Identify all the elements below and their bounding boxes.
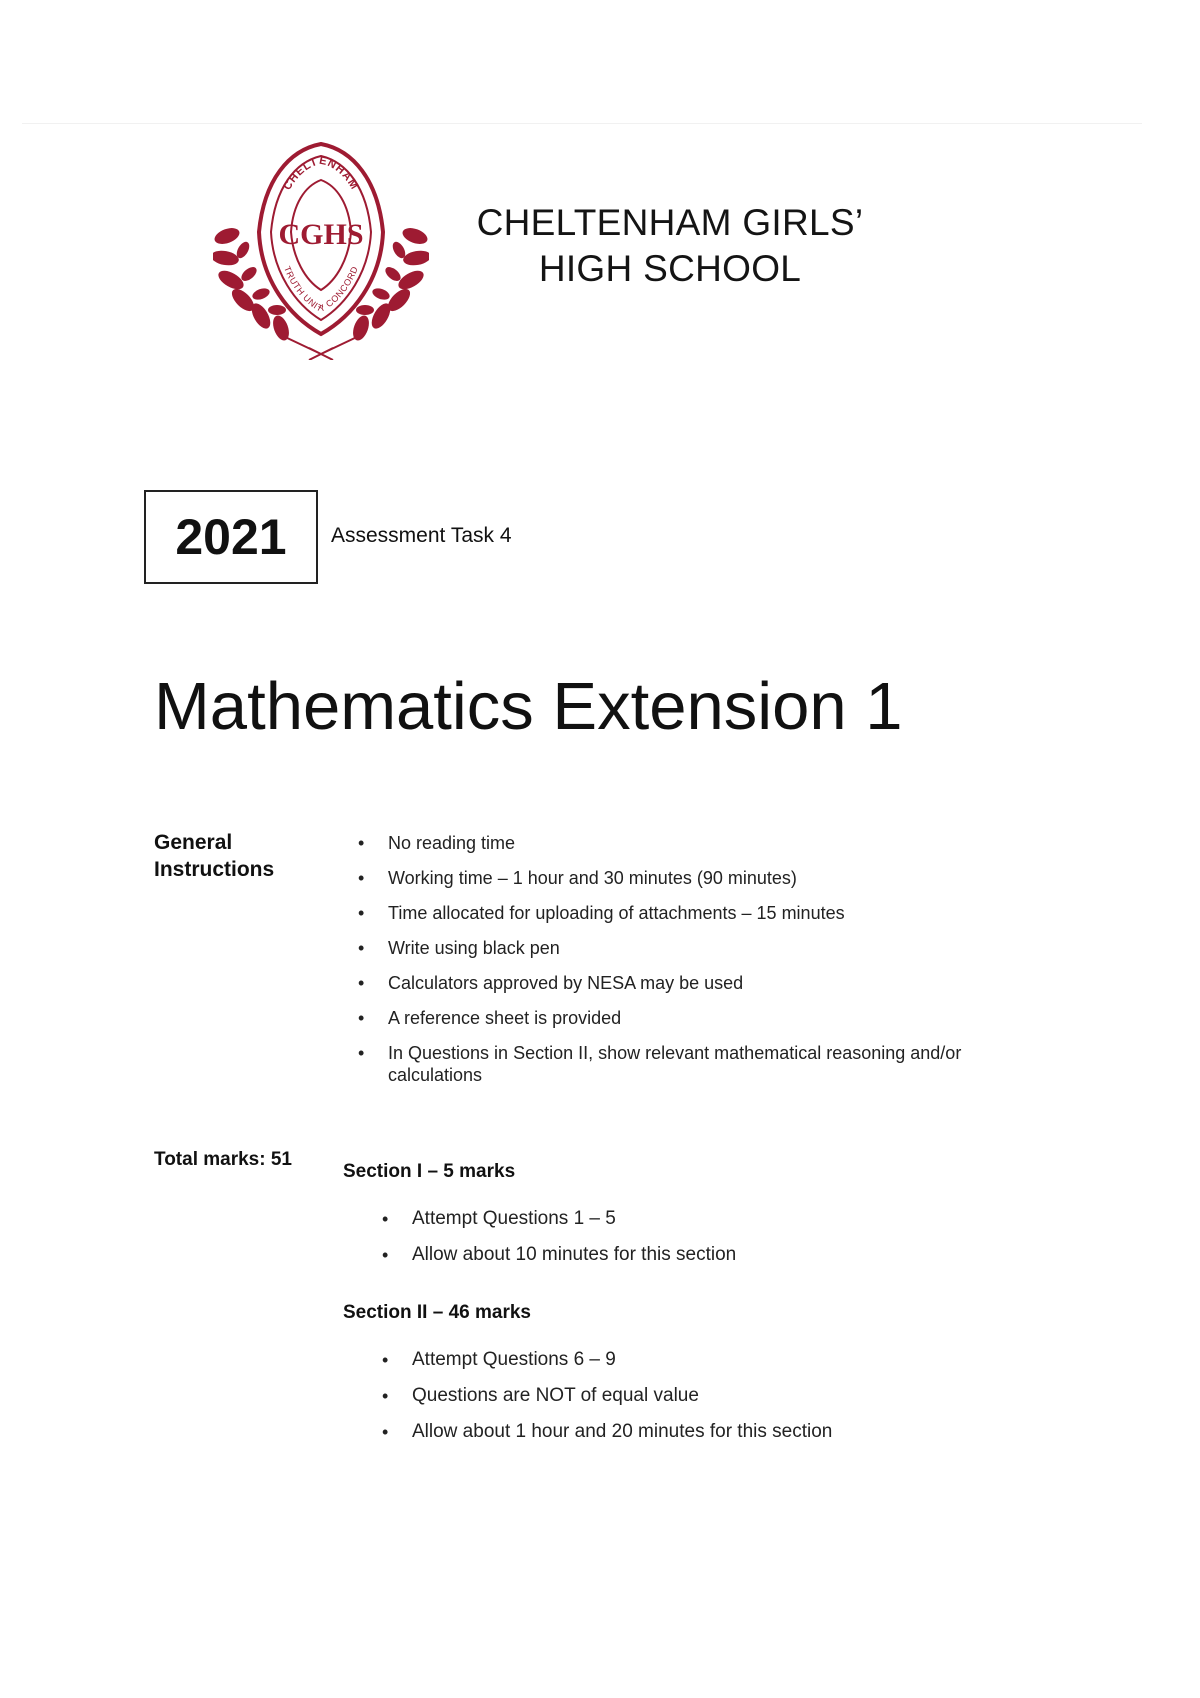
list-item-text: Write using black pen	[388, 938, 560, 958]
list-item	[382, 1348, 1012, 1372]
header-divider	[22, 123, 1142, 124]
assessment-task-label: Assessment Task 4	[331, 524, 512, 547]
list-item-text: A reference sheet is provided	[388, 1008, 622, 1028]
list-item-text: Working time – 1 hour and 30 minutes (90 minutes)	[388, 868, 797, 888]
bullet-icon: •	[382, 1350, 389, 1370]
section-2-heading: Section II – 46 marks	[343, 1302, 531, 1323]
crest-monogram: CGHS	[278, 218, 364, 251]
section-2-list	[382, 1348, 1012, 1456]
list-item	[358, 832, 1008, 854]
list-item	[382, 1420, 1012, 1444]
list-item-text: In Questions in Section II, show relevant mathematical reasoning and/or calculations	[388, 1043, 962, 1085]
section-1-heading: Section I – 5 marks	[343, 1161, 516, 1182]
list-item-text: Attempt Questions 1 – 5	[412, 1208, 616, 1229]
bullet-icon: •	[358, 938, 365, 958]
school-name	[460, 200, 880, 292]
bullet-icon: •	[358, 868, 365, 888]
list-item-text: No reading time	[388, 833, 516, 853]
bullet-icon: •	[382, 1245, 389, 1265]
total-marks: Total marks: 51	[154, 1149, 292, 1170]
bullet-icon: •	[358, 1043, 365, 1063]
crest-text-bottom: TRUTH UNITY CONCORD	[282, 264, 360, 314]
general-instructions-heading-line2: Instructions	[154, 858, 275, 881]
subject-title: Mathematics Extension 1	[154, 669, 903, 744]
list-item-text: Time allocated for uploading of attachments – 15 minutes	[388, 903, 845, 923]
general-instructions-heading	[154, 829, 274, 883]
list-item-text: Attempt Questions 6 – 9	[412, 1349, 616, 1370]
school-crest-logo	[213, 140, 429, 360]
bullet-icon: •	[358, 833, 365, 853]
list-item	[382, 1243, 1012, 1267]
list-item	[358, 1042, 1008, 1086]
list-item-text: Allow about 10 minutes for this section	[412, 1244, 737, 1265]
bullet-icon: •	[382, 1386, 389, 1406]
school-name-line2: HIGH SCHOOL	[538, 248, 802, 289]
list-item	[358, 972, 1008, 994]
bullet-icon: •	[382, 1209, 389, 1229]
bullet-icon: •	[382, 1422, 389, 1442]
general-instructions-heading-line1: General	[154, 831, 233, 854]
bullet-icon: •	[358, 973, 365, 993]
list-item	[358, 1007, 1008, 1029]
general-instructions-list	[358, 832, 1008, 1099]
list-item	[382, 1207, 1012, 1231]
exam-year: 2021	[175, 509, 287, 565]
list-item	[358, 937, 1008, 959]
list-item-text: Questions are NOT of equal value	[412, 1385, 699, 1406]
exam-year-box	[144, 490, 318, 584]
bullet-icon: •	[358, 1008, 365, 1028]
bullet-icon: •	[358, 903, 365, 923]
list-item	[358, 902, 1008, 924]
list-item-text: Calculators approved by NESA may be used	[388, 973, 744, 993]
section-1-list	[382, 1207, 1012, 1279]
school-name-line1: CHELTENHAM GIRLS’	[476, 202, 864, 243]
crest-text-top: CHELTENHAM	[281, 154, 361, 193]
list-item	[382, 1384, 1012, 1408]
list-item-text: Allow about 1 hour and 20 minutes for this section	[412, 1421, 833, 1442]
list-item	[358, 867, 1008, 889]
